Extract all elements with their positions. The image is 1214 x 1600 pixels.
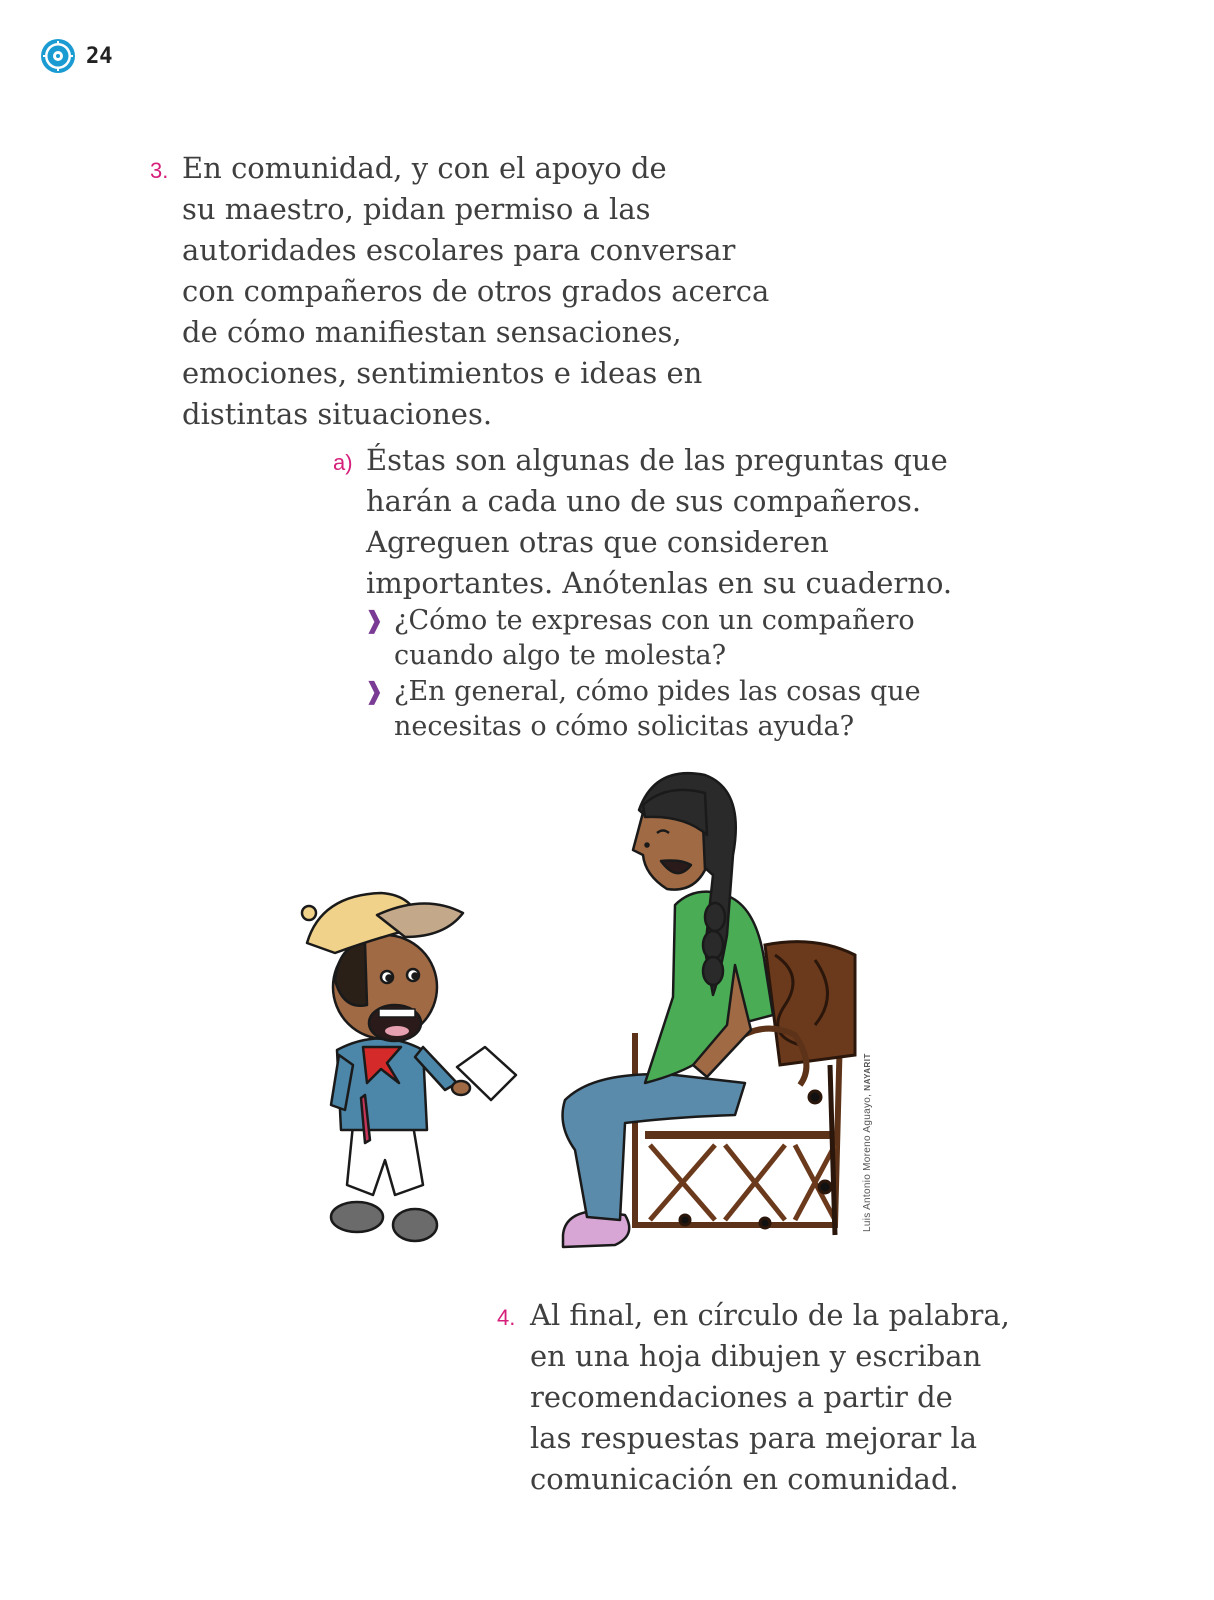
credit-name: Luis Antonio Moreno Aguayo, [862,1093,873,1232]
text-line: En comunidad, y con el apoyo de [182,151,667,185]
text-line: harán a cada uno de sus compañeros. [366,484,922,518]
credit-place: NAYARIT [863,1053,872,1091]
text-line: cuando algo te molesta? [394,640,727,671]
activity-4 [497,1295,1057,1500]
activity-number: 4. [497,1305,516,1330]
text-line: las respuestas para mejorar la [530,1421,978,1455]
text-line: de cómo manifiestan sensaciones, [182,315,682,349]
text-line: con compañeros de otros grados acerca [182,274,770,308]
text-line: emociones, sentimientos e ideas en [182,356,703,390]
text-line: en una hoja dibujen y escriban [530,1339,982,1373]
text-line: importantes. Anótenlas en su cuaderno. [366,566,953,600]
text-line: autoridades escolares para conversar [182,233,736,267]
bullet-chevron-icon: ❱ [364,677,385,705]
woman-figure [563,773,773,1247]
text-line: Al final, en círculo de la palabra, [530,1298,1010,1332]
text-line: comunicación en comunidad. [530,1462,959,1496]
text-line: su maestro, pidan permiso a las [182,192,651,226]
text-line: recomendaciones a partir de [530,1380,953,1414]
question-text [394,674,921,744]
list-item [364,603,984,673]
activity-3 [150,148,790,435]
activity-3a-text [366,440,952,604]
question-list [364,603,984,745]
bullet-chevron-icon: ❱ [364,606,385,634]
text-line: ¿En general, cómo pides las cosas que [394,676,921,707]
text-line: ¿Cómo te expresas con un compañero [394,605,915,636]
question-text [394,603,915,673]
illustration-boy-and-woman [295,765,895,1270]
activity-3-text [182,148,769,435]
sun-seal-icon [40,38,76,74]
page-header [40,38,113,74]
text-line: distintas situaciones. [182,397,493,431]
activity-3a [333,440,993,604]
text-line: Éstas son algunas de las preguntas que [366,443,948,477]
list-item [364,674,984,744]
boy-figure [302,893,516,1241]
text-line: Agreguen otras que consideren [366,525,829,559]
text-line: necesitas o cómo solicitas ayuda? [394,711,855,742]
page-number: 24 [86,43,113,69]
illustration-credit [862,1053,873,1232]
sub-item-letter: a) [333,450,353,475]
activity-number: 3. [150,158,169,183]
activity-4-text [530,1295,1010,1500]
